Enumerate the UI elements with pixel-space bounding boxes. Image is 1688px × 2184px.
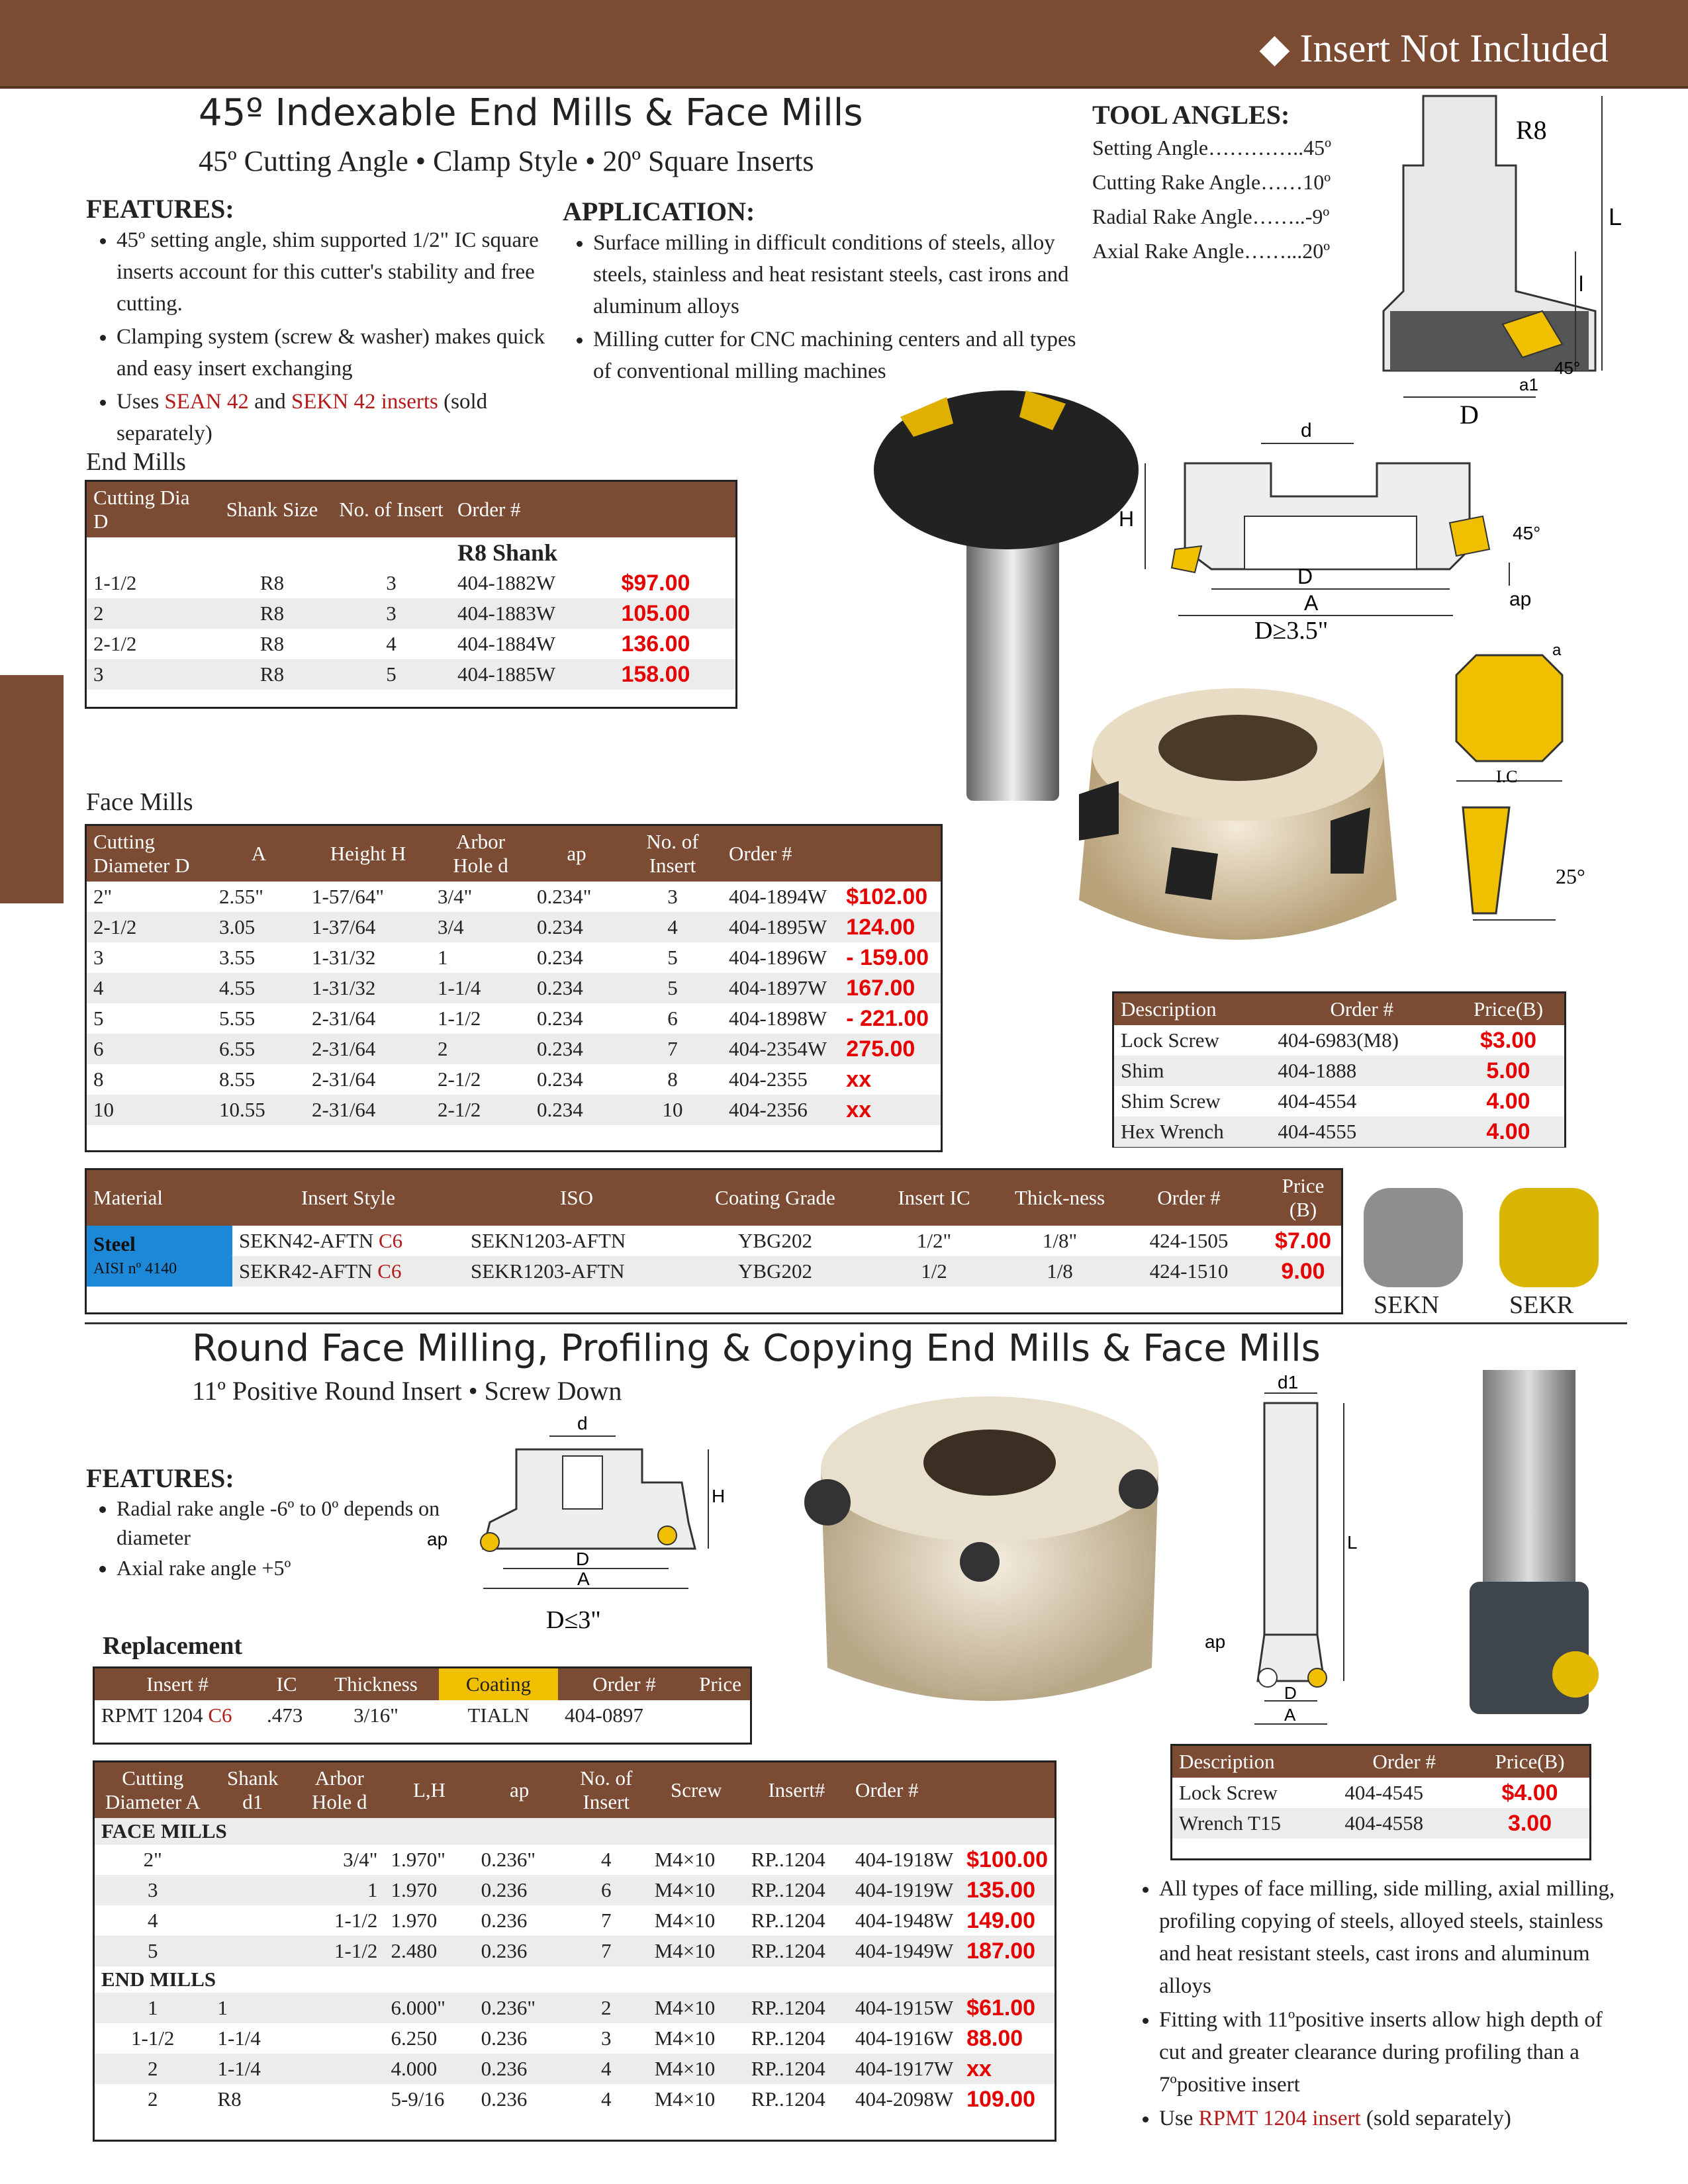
diagram-label-l: l: [1579, 272, 1584, 296]
col-header: Thick-ness: [1007, 1170, 1113, 1226]
col-header: Cutting Diameter A: [95, 1762, 211, 1818]
table-row: 8 8.55 2-31/64 2-1/2 0.234 8 404-2355 xx: [87, 1064, 941, 1095]
feature-item: • Clamping system (screw & washer) makes quick and easy insert exchanging: [117, 321, 549, 385]
col-header: Arbor Hole d: [431, 826, 530, 882]
col-header: ap: [475, 1762, 565, 1818]
col-header: Insert#: [745, 1762, 849, 1818]
diagram-label-ap: ap: [427, 1529, 448, 1549]
section-divider: [85, 1322, 1627, 1324]
application-item: • All types of face milling, side milling, axial milling, profiling copying of steels, alloyed steels, stainless and heat resistant steels, cast irons and aluminum alloys: [1159, 1873, 1632, 2003]
col-header: Description: [1172, 1746, 1338, 1778]
col-header: Shank Size: [212, 482, 332, 537]
price: - 221.00: [846, 1006, 929, 1031]
col-header: Cutting Dia D: [87, 482, 212, 537]
table-row: 2-1/2 R8 4 404-1884W 136.00: [87, 629, 735, 659]
table-row: 4 1-1/2 1.970 0.236 7 M4×10 RP..1204 404-1948W 149.00: [95, 1905, 1055, 1936]
price: $61.00: [960, 1993, 1055, 2023]
diagram-label-L: L: [1347, 1532, 1358, 1553]
diagram-label-H: H: [1119, 507, 1135, 531]
price: $3.00: [1479, 1028, 1537, 1053]
features-heading: FEATURES:: [86, 194, 234, 224]
diagram-label-L: L: [1609, 203, 1622, 230]
features2-block: [86, 1463, 457, 1584]
table-row: Shim Screw 404-4554 4.00: [1114, 1086, 1564, 1116]
table-row: 2" 3/4" 1.970" 0.236" 4 M4×10 RP..1204 404-1918W $100.00: [95, 1844, 1055, 1875]
col-header: Insert Style: [232, 1170, 464, 1226]
table-row: 5 1-1/2 2.480 0.236 7 M4×10 RP..1204 404-1949W 187.00: [95, 1936, 1055, 1966]
table-row: 3 3.55 1-31/32 1 0.234 5 404-1896W - 159.00: [87, 942, 941, 973]
endmills-table-box: [85, 480, 737, 709]
end-mills-group: END MILLS: [101, 1968, 216, 1991]
col-header: ap: [530, 826, 623, 882]
diagram-label-condition: D≥3.5": [1254, 617, 1329, 642]
col-header: Order #: [558, 1668, 690, 1700]
table-row: RPMT 1204 C6 .473 3/16" TIALN 404-0897: [95, 1700, 750, 1731]
col-header: IC: [260, 1668, 313, 1700]
sekn-label: SEKN: [1374, 1291, 1440, 1319]
table-row: 1 1 6.000" 0.236" 2 M4×10 RP..1204 404-1915W $61.00: [95, 1993, 1055, 2023]
price: 124.00: [839, 912, 941, 942]
sekr-insert-photo: [1499, 1188, 1599, 1287]
table-row: 6 6.55 2-31/64 2 0.234 7 404-2354W 275.00: [87, 1034, 941, 1064]
table-row: Wrench T15 404-4558 3.00: [1172, 1808, 1589, 1839]
diagram-label-D: D: [1460, 400, 1479, 430]
endmills-label: End Mills: [86, 448, 186, 476]
price: xx: [839, 1095, 941, 1125]
inserts-table: [87, 1170, 1341, 1287]
diagram-label-A: A: [1304, 591, 1319, 615]
diagram-label-a1: a1: [1519, 375, 1538, 394]
table-row: 10 10.55 2-31/64 2-1/2 0.234 10 404-2356 xx: [87, 1095, 941, 1125]
side-tab: [0, 675, 64, 903]
application-block: [563, 196, 1079, 388]
tool-angle-item: Cutting Rake Angle……10º: [1092, 170, 1331, 194]
round-endmill-diagram: [1192, 1370, 1364, 1734]
price: 136.00: [621, 631, 690, 657]
price: 3.00: [1470, 1808, 1589, 1839]
price: 9.00: [1265, 1256, 1341, 1287]
table-row: 2-1/2 3.05 1-37/64 3/4 0.234 4 404-1895W 124.00: [87, 912, 941, 942]
col-header: Thickness: [313, 1668, 439, 1700]
table-row: 4 4.55 1-31/32 1-1/4 0.234 5 404-1897W 167.00: [87, 973, 941, 1003]
col-header: Order #: [1271, 993, 1452, 1025]
col-header: Height H: [305, 826, 431, 882]
price: xx: [960, 2054, 1055, 2084]
table-row: 2 R8 5-9/16 0.236 4 M4×10 RP..1204 404-2098W 109.00: [95, 2084, 1055, 2115]
col-header: Order #: [1113, 1170, 1265, 1226]
facemills-label: Face Mills: [86, 788, 193, 816]
parts2-table-box: [1170, 1744, 1591, 1860]
col-header: Price(B): [1470, 1746, 1589, 1778]
col-header: Order #: [1338, 1746, 1470, 1778]
diagram-label-a: a: [1552, 641, 1562, 659]
price: 149.00: [966, 1908, 1036, 1933]
col-header: Material: [87, 1170, 232, 1226]
facemill-section-diagram: [1112, 417, 1549, 642]
col-header: Cutting Diameter D: [87, 826, 212, 882]
diagram-label-ap2: ap: [1205, 1631, 1226, 1652]
table-row: 1-1/2 1-1/4 6.250 0.236 3 M4×10 RP..1204 404-1916W 88.00: [95, 2023, 1055, 2054]
parts-table: [1114, 993, 1564, 1147]
table-row: 3 1 1.970 0.236 6 M4×10 RP..1204 404-1919W 135.00: [95, 1875, 1055, 1905]
col-header: Description: [1114, 993, 1271, 1025]
col-header: ISO: [464, 1170, 689, 1226]
table-row: 2 R8 3 404-1883W 105.00: [87, 598, 735, 629]
price: 109.00: [966, 2087, 1036, 2112]
col-header: Insert #: [95, 1668, 260, 1700]
col-header: A: [212, 826, 305, 882]
feature-item: • Radial rake angle -6º to 0º depends on diameter: [117, 1494, 457, 1552]
insert-not-included-note: ◆ Insert Not Included: [1259, 26, 1609, 70]
price: 158.00: [614, 659, 735, 690]
col-header: Price (B): [1265, 1170, 1341, 1226]
application-item: • Use RPMT 1204 insert (sold separately): [1159, 2103, 1632, 2135]
section2-subtitle: 11º Positive Round Insert • Screw Down: [192, 1376, 622, 1406]
price: $102.00: [846, 884, 928, 909]
feature-item: • 45º setting angle, shim supported 1/2" IC square inserts account for this cutter's stability and free cutting.: [117, 224, 549, 320]
col-header: Price(B): [1452, 993, 1564, 1025]
parts-table-box: [1112, 991, 1566, 1148]
diagram-label-45b: 45°: [1513, 523, 1541, 543]
round-endmill-photo: [1443, 1363, 1615, 1734]
price: 88.00: [966, 2026, 1023, 2051]
application2-block: [1129, 1873, 1632, 2136]
features2-heading: FEATURES:: [86, 1463, 234, 1493]
feature-item: • Uses SEAN 42 and SEKN 42 inserts (sold separately): [117, 386, 549, 449]
price: $4.00: [1501, 1780, 1558, 1805]
table-row: Shim 404-1888 5.00: [1114, 1056, 1564, 1086]
col-header: Price: [690, 1668, 750, 1700]
diagram-label-ap: ap: [1509, 588, 1532, 610]
price: xx: [846, 1067, 872, 1092]
table-row: 2" 2.55" 1-57/64" 3/4" 0.234" 3 404-1894W $102.00: [87, 882, 941, 912]
replacement-table: [95, 1668, 750, 1731]
sekn-insert-photo: [1364, 1188, 1463, 1287]
table-row: SEKR42-AFTN C6 SEKR1203-AFTN YBG202 1/2 1/8 424-1510 9.00: [87, 1256, 1341, 1287]
features-block: [86, 193, 549, 451]
col-header: Order #: [722, 826, 941, 882]
tool-angles-heading: TOOL ANGLES:: [1092, 100, 1290, 130]
material-cell: Steel AISI nº 4140: [87, 1226, 232, 1287]
facemills-table-box: [85, 824, 943, 1152]
table-row: 3 R8 5 404-1885W 158.00: [87, 659, 735, 690]
diagram-label-condition: D≤3": [546, 1606, 601, 1634]
round-mills-table: [95, 1762, 1055, 2115]
diagram-label-d1: d1: [1278, 1372, 1299, 1392]
diagram-label-d: d: [1301, 420, 1312, 441]
diagram-label-D2: D: [1284, 1683, 1297, 1703]
price: 187.00: [960, 1936, 1055, 1966]
application-item: • Surface milling in difficult conditions of steels, alloy steels, stainless and heat resistant steels, cast irons and aluminum alloys: [593, 227, 1079, 322]
tool-angle-item: Axial Rake Angle……...20º: [1092, 239, 1331, 263]
price: $97.00: [621, 570, 690, 596]
price: 167.00: [839, 973, 941, 1003]
endmills-table: [87, 482, 735, 690]
round-facemill-diagram: [424, 1410, 728, 1641]
round-facemill-photo: [781, 1390, 1198, 1721]
r8-shank-group: R8 Shank: [457, 539, 558, 566]
price: 4.00: [1452, 1116, 1564, 1147]
table-row: Hex Wrench 404-4555 4.00: [1114, 1116, 1564, 1147]
application-item: • Milling cutter for CNC machining centers and all types of conventional milling machines: [593, 324, 1079, 387]
sekr-label: SEKR: [1509, 1291, 1574, 1319]
col-header: Screw: [648, 1762, 745, 1818]
tool-angle-item: Setting Angle…………..45º: [1092, 136, 1332, 159]
price: $100.00: [966, 1847, 1048, 1872]
price: 135.00: [960, 1875, 1055, 1905]
table-row: 1-1/2 R8 3 404-1882W $97.00: [87, 568, 735, 598]
application-item: • Fitting with 11ºpositive inserts allow high depth of cut and greater clearance during profiling than a 7ºpositive insert: [1159, 2004, 1632, 2101]
table-row: Steel AISI nº 4140 SEKN42-AFTN C6 SEKN1203-AFTN YBG202 1/2" 1/8" 424-1505 $7.00: [87, 1226, 1341, 1256]
diagram-label-45: 45°: [1554, 358, 1581, 378]
r8-endmill-diagram: [1377, 93, 1655, 437]
replacement-table-box: [93, 1666, 752, 1745]
diagram-label-D: D: [576, 1549, 590, 1569]
diagram-label-r8: R8: [1516, 115, 1547, 145]
col-header: Order #: [451, 482, 735, 537]
col-header: Coating Grade: [689, 1170, 861, 1226]
table-row: 5 5.55 2-31/64 1-1/2 0.234 6 404-1898W - 221.00: [87, 1003, 941, 1034]
facemills-table: [87, 826, 941, 1125]
insert-geometry-diagram: [1443, 635, 1615, 933]
col-header: Arbor Hole d: [295, 1762, 384, 1818]
section1-subtitle: 45º Cutting Angle • Clamp Style • 20º Square Inserts: [199, 145, 814, 177]
col-header: Shank d1: [211, 1762, 295, 1818]
table-row: Lock Screw 404-6983(M8) $3.00: [1114, 1025, 1564, 1056]
price: 105.00: [614, 598, 735, 629]
parts2-table: [1172, 1746, 1589, 1839]
inserts-table-box: [85, 1168, 1343, 1314]
diagram-label-A2: A: [1284, 1705, 1296, 1725]
section2-title: Round Face Milling, Profiling & Copying End Mills & Face Mills: [192, 1327, 1321, 1370]
section1-title: 45º Indexable End Mills & Face Mills: [199, 91, 863, 134]
diagram-label-25: 25°: [1556, 864, 1585, 888]
round-mills-table-box: [93, 1760, 1056, 2142]
price: 275.00: [839, 1034, 941, 1064]
col-header: No. of Insert: [332, 482, 451, 537]
tool-angle-item: Radial Rake Angle……..-9º: [1092, 205, 1330, 228]
diagram-label-H: H: [712, 1486, 726, 1506]
price: 4.00: [1486, 1089, 1530, 1114]
diagram-label-d: d: [577, 1413, 588, 1433]
face-mills-group: FACE MILLS: [95, 1818, 1055, 1844]
price: 5.00: [1452, 1056, 1564, 1086]
facemill-photo: [1053, 675, 1423, 973]
table-row: 2 1-1/4 4.000 0.236 4 M4×10 RP..1204 404-1917W xx: [95, 2054, 1055, 2084]
col-header: Insert IC: [861, 1170, 1007, 1226]
diagram-label-A: A: [577, 1569, 590, 1589]
price: - 159.00: [846, 945, 929, 970]
col-header: No. of Insert: [565, 1762, 648, 1818]
feature-item: • Axial rake angle +5º: [117, 1553, 457, 1582]
price: $7.00: [1274, 1228, 1332, 1253]
diagram-label-D2: D: [1297, 565, 1313, 588]
col-header: L,H: [384, 1762, 474, 1818]
replacement-label: Replacement: [103, 1632, 243, 1660]
col-header: Coating: [439, 1668, 558, 1700]
table-row: Lock Screw 404-4545 $4.00: [1172, 1778, 1589, 1808]
diagram-label-ic: I.C: [1496, 767, 1518, 786]
price: [690, 1700, 750, 1731]
col-header: Order #: [849, 1762, 1055, 1818]
col-header: No. of Insert: [623, 826, 722, 882]
application-heading: APPLICATION:: [563, 197, 755, 226]
